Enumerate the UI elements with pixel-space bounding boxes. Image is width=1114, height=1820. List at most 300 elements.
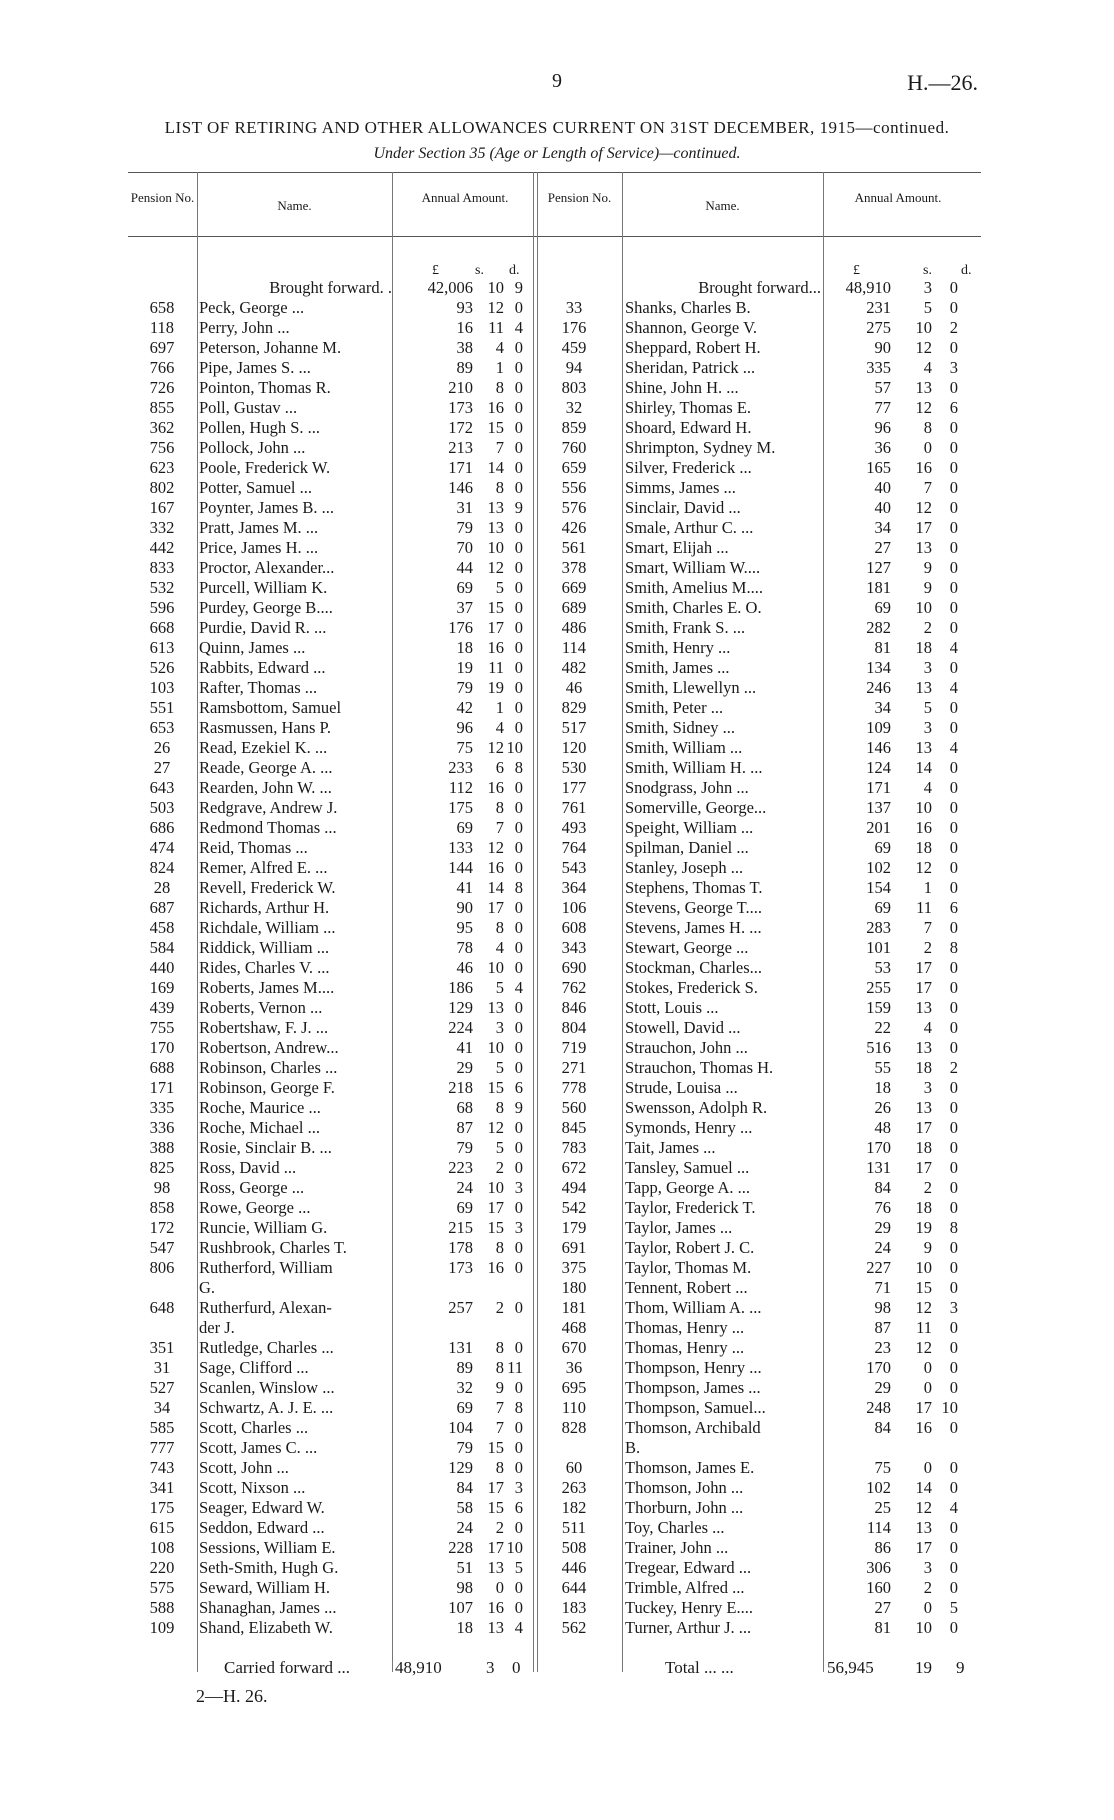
amount-pounds: 29 [874, 1218, 891, 1237]
pensioner-name: Smith, Llewellyn ... [625, 678, 757, 697]
amount-shillings: 19 [487, 678, 504, 697]
amount-pounds: 186 [448, 978, 473, 997]
pension-number: 517 [561, 718, 587, 737]
pension-number: 613 [149, 638, 175, 657]
amount-pounds: 176 [448, 618, 473, 637]
amount-pence: 0 [514, 698, 523, 717]
amount-pence: 0 [514, 1338, 523, 1357]
amount-shillings: 10 [915, 598, 932, 617]
amount-pence: 0 [514, 438, 523, 457]
pensioner-name: Redgrave, Andrew J. [199, 798, 338, 817]
amount-pounds: 109 [866, 718, 891, 737]
amount-pounds: 127 [866, 558, 891, 577]
unit-shillings: s. [923, 263, 932, 278]
amount-pence: 0 [949, 438, 958, 457]
amount-pounds: 18 [456, 638, 473, 657]
pensioner-name: Stowell, David ... [625, 1018, 741, 1037]
amount-pence: 0 [514, 858, 523, 877]
pensioner-name: Strauchon, John ... [625, 1038, 748, 1057]
pensioner-name: Snodgrass, John ... [625, 778, 749, 797]
amount-pence: 0 [949, 1458, 958, 1477]
amount-pounds: 26 [874, 1098, 891, 1117]
amount-shillings: 10 [487, 278, 504, 297]
amount-pence: 0 [949, 1318, 958, 1337]
amount-shillings: 1 [495, 358, 504, 377]
amount-pence: 0 [949, 1158, 958, 1177]
table-row [128, 1518, 981, 1538]
amount-shillings: 14 [487, 458, 504, 477]
amount-pence: 8 [949, 938, 958, 957]
amount-pence: 0 [514, 1158, 523, 1177]
pensioner-name: Roche, Maurice ... [199, 1098, 321, 1117]
table-row [128, 658, 981, 678]
pensioner-name: Trimble, Alfred ... [625, 1578, 745, 1597]
amount-shillings: 9 [923, 558, 932, 577]
pension-number: 760 [561, 438, 587, 457]
amount-pence: 4 [514, 978, 523, 997]
table-row [128, 558, 981, 578]
pensioner-name: Simms, James ... [625, 478, 736, 497]
pensioner-name: Revell, Frederick W. [199, 878, 336, 897]
pensioner-name: Brought forward... [698, 278, 821, 297]
amount-pence: 8 [514, 1398, 523, 1417]
pensioner-name: Richards, Arthur H. [199, 898, 330, 917]
pensioner-name: Strude, Louisa ... [625, 1078, 738, 1097]
amount-pence: 0 [949, 778, 958, 797]
amount-pence: 0 [514, 618, 523, 637]
amount-shillings: 17 [915, 1118, 932, 1137]
amount-shillings: 15 [487, 1218, 504, 1237]
amount-shillings: 12 [487, 738, 504, 757]
amount-pounds: 101 [866, 938, 891, 957]
pension-number: 845 [561, 1118, 587, 1137]
pension-number: 761 [561, 798, 587, 817]
pension-number: 335 [149, 1098, 175, 1117]
amount-pounds: 69 [456, 578, 473, 597]
amount-shillings: 15 [487, 1438, 504, 1457]
amount-shillings: 7 [495, 818, 504, 837]
header-amount-right: Annual Amount. [854, 190, 942, 205]
amount-pence: 0 [514, 1258, 523, 1277]
pension-number: 608 [561, 918, 587, 937]
amount-pence: 0 [949, 1418, 958, 1437]
amount-pounds: 171 [866, 778, 891, 797]
amount-pence: 0 [949, 1078, 958, 1097]
pensioner-name: Rides, Charles V. ... [199, 958, 330, 977]
amount-shillings: 13 [915, 998, 932, 1017]
pensioner-name: Thomson, Archibald [625, 1418, 761, 1437]
amount-pounds: 22 [874, 1018, 891, 1037]
amount-shillings: 16 [487, 638, 504, 657]
pension-number: 336 [149, 1118, 175, 1137]
table-row [128, 778, 981, 798]
pension-number: 623 [149, 458, 175, 477]
amount-pounds: 69 [456, 1198, 473, 1217]
amount-pounds: 215 [448, 1218, 473, 1237]
pension-number: 33 [565, 298, 583, 317]
amount-pounds: 24 [874, 1238, 891, 1257]
pension-number: 530 [561, 758, 587, 777]
pension-number: 493 [561, 818, 587, 837]
amount-pounds: 170 [866, 1138, 891, 1157]
pensioner-name: Peck, George ... [199, 298, 305, 317]
pensioner-name: G. [199, 1278, 216, 1297]
amount-pounds: 146 [866, 738, 891, 757]
pension-number: 220 [149, 1558, 175, 1577]
table-row [128, 1138, 981, 1158]
amount-shillings: 16 [915, 1418, 932, 1437]
amount-shillings: 17 [915, 1398, 932, 1417]
pension-number: 60 [565, 1458, 583, 1477]
amount-pounds: 98 [456, 1578, 473, 1597]
amount-shillings: 7 [495, 1418, 504, 1437]
amount-pence: 0 [514, 478, 523, 497]
amount-pounds: 107 [448, 1598, 473, 1617]
table-row [128, 1338, 981, 1358]
pensioner-name: Taylor, Thomas M. [625, 1258, 752, 1277]
pensioner-name: Smith, Henry ... [625, 638, 731, 657]
pension-number: 176 [561, 318, 587, 337]
pension-number: 695 [561, 1378, 587, 1397]
amount-shillings: 13 [915, 678, 932, 697]
pensioner-name: Remer, Alfred E. ... [199, 858, 328, 877]
amount-pence: 0 [949, 538, 958, 557]
pension-number: 588 [149, 1598, 175, 1617]
amount-shillings: 4 [495, 338, 504, 357]
amount-pence: 5 [949, 1598, 958, 1617]
pensioner-name: Thomson, John ... [625, 1478, 744, 1497]
pension-number: 362 [149, 418, 175, 437]
amount-pence: 0 [949, 1238, 958, 1257]
pensioner-name: Pratt, James M. ... [199, 518, 319, 537]
amount-shillings: 16 [915, 458, 932, 477]
amount-shillings: 14 [915, 758, 932, 777]
amount-pence: 0 [949, 818, 958, 837]
pensioner-name: Reade, George A. ... [199, 758, 333, 777]
amount-pounds: 90 [874, 338, 891, 357]
amount-shillings: 14 [487, 878, 504, 897]
amount-shillings: 12 [487, 558, 504, 577]
amount-pounds: 275 [866, 318, 891, 337]
amount-pounds: 246 [866, 678, 891, 697]
amount-pounds: 27 [874, 1598, 891, 1617]
pensioner-name: Stewart, George ... [625, 938, 749, 957]
amount-shillings: 4 [495, 718, 504, 737]
pension-number: 378 [561, 558, 587, 577]
pension-number: 180 [561, 1278, 587, 1297]
pensioner-name: Scanlen, Winslow ... [199, 1378, 335, 1397]
carried-forward-label: Carried forward ... [224, 1658, 351, 1677]
amount-shillings: 15 [487, 418, 504, 437]
amount-pence: 0 [949, 1198, 958, 1217]
pensioner-name: Tapp, George A. ... [625, 1178, 751, 1197]
amount-pounds: 84 [874, 1418, 891, 1437]
amount-pence: 0 [949, 1378, 958, 1397]
amount-pounds: 255 [866, 978, 891, 997]
amount-shillings: 3 [923, 658, 932, 677]
table-row [128, 1318, 981, 1338]
pensioner-name: Perry, John ... [199, 318, 290, 337]
amount-pence: 0 [514, 298, 523, 317]
amount-pence: 9 [514, 498, 523, 517]
header-amount-left: Annual Amount. [421, 190, 509, 205]
amount-shillings: 0 [923, 438, 932, 457]
amount-pounds: 32 [456, 1378, 473, 1397]
pensioner-name: Smart, Elijah ... [625, 538, 729, 557]
amount-pounds: 55 [874, 1058, 891, 1077]
table-row [128, 958, 981, 978]
pension-number: 108 [149, 1538, 175, 1557]
amount-pence: 0 [949, 1138, 958, 1157]
amount-pounds: 76 [874, 1198, 891, 1217]
table-row [128, 1078, 981, 1098]
pensioner-name: Trainer, John ... [625, 1538, 729, 1557]
amount-shillings: 6 [495, 758, 504, 777]
amount-pounds: 51 [456, 1558, 473, 1577]
amount-pounds: 41 [456, 878, 473, 897]
amount-pounds: 306 [866, 1558, 891, 1577]
pension-number: 697 [149, 338, 175, 357]
pensioner-name: Shanks, Charles B. [625, 298, 751, 317]
amount-pence: 0 [514, 1378, 523, 1397]
pension-number: 526 [149, 658, 175, 677]
table-row [128, 1158, 981, 1178]
amount-shillings: 11 [488, 318, 504, 337]
table-row [128, 338, 981, 358]
amount-shillings: 19 [915, 1218, 932, 1237]
amount-pounds: 104 [448, 1418, 473, 1437]
table-row [128, 878, 981, 898]
amount-pounds: 165 [866, 458, 891, 477]
pension-number: 859 [561, 418, 587, 437]
pension-number: 846 [561, 998, 587, 1017]
table-row [128, 1438, 981, 1458]
pensioner-name: Roberts, James M.... [199, 978, 335, 997]
amount-pounds: 70 [456, 538, 473, 557]
table-row [128, 438, 981, 458]
amount-shillings: 4 [495, 938, 504, 957]
table-row [128, 298, 981, 318]
amount-shillings: 18 [915, 838, 932, 857]
table-row [128, 1258, 981, 1278]
unit-pence: d. [509, 263, 520, 278]
amount-shillings: 2 [495, 1298, 504, 1317]
table-row [128, 458, 981, 478]
pension-number: 858 [149, 1198, 175, 1217]
amount-shillings: 15 [487, 1498, 504, 1517]
amount-shillings: 13 [915, 1038, 932, 1057]
table-row [128, 1238, 981, 1258]
amount-pence: 0 [514, 598, 523, 617]
amount-pounds: 93 [456, 298, 473, 317]
pensioner-name: Potter, Samuel ... [199, 478, 312, 497]
amount-shillings: 12 [915, 1498, 932, 1517]
pensioner-name: Purdey, George B.... [199, 598, 333, 617]
table-row [128, 918, 981, 938]
unit-pounds: £ [853, 263, 860, 278]
amount-pounds: 25 [874, 1498, 891, 1517]
pensioner-name: Stevens, James H. ... [625, 918, 762, 937]
pensioner-name: Smale, Arthur C. ... [625, 518, 754, 537]
amount-pence: 0 [514, 638, 523, 657]
amount-pounds: 171 [448, 458, 473, 477]
pension-number: 543 [561, 858, 587, 877]
amount-pence: 0 [949, 1538, 958, 1557]
amount-shillings: 15 [487, 1078, 504, 1097]
pension-number: 110 [561, 1398, 587, 1417]
amount-pence: 0 [949, 998, 958, 1017]
pension-number: 442 [149, 538, 175, 557]
document-reference: H.—26. [907, 70, 978, 95]
pension-number: 458 [149, 918, 175, 937]
pension-number: 783 [561, 1138, 587, 1157]
pension-number: 459 [561, 338, 587, 357]
amount-shillings: 12 [915, 858, 932, 877]
amount-pence: 0 [514, 798, 523, 817]
amount-pounds: 38 [456, 338, 473, 357]
amount-shillings: 7 [495, 1398, 504, 1417]
pensioner-name: Thom, William A. ... [625, 1298, 762, 1317]
pensioner-name: Robertson, Andrew... [199, 1038, 339, 1057]
amount-shillings: 2 [495, 1158, 504, 1177]
pensioner-name: Toy, Charles ... [625, 1518, 725, 1537]
amount-pence: 0 [514, 1298, 523, 1317]
table-row [128, 1538, 981, 1558]
amount-pence: 0 [949, 1518, 958, 1537]
pensioner-name: Tait, James ... [625, 1138, 716, 1157]
amount-pence: 0 [514, 678, 523, 697]
amount-pounds: 175 [448, 798, 473, 817]
amount-pence: 0 [514, 1038, 523, 1057]
amount-shillings: 10 [915, 798, 932, 817]
amount-pence: 0 [949, 598, 958, 617]
pension-number: 686 [149, 818, 175, 837]
pension-number: 556 [561, 478, 587, 497]
amount-pence: 0 [949, 658, 958, 677]
amount-shillings: 0 [923, 1598, 932, 1617]
pension-number: 271 [561, 1058, 587, 1077]
pension-number: 172 [149, 1218, 175, 1237]
amount-pounds: 228 [448, 1538, 473, 1557]
amount-pence: 10 [941, 1398, 958, 1417]
pension-number: 644 [561, 1578, 587, 1597]
amount-shillings: 9 [923, 578, 932, 597]
pensioner-name: Read, Ezekiel K. ... [199, 738, 328, 757]
amount-pence: 3 [514, 1178, 523, 1197]
pension-number: 494 [561, 1178, 587, 1197]
amount-pence: 5 [514, 1558, 523, 1577]
amount-shillings: 2 [923, 618, 932, 637]
pensioner-name: Stevens, George T.... [625, 898, 763, 917]
pension-number: 46 [565, 678, 583, 697]
pensioner-name: Shanaghan, James ... [199, 1598, 337, 1617]
amount-pounds: 18 [456, 1618, 473, 1637]
total-label: Total ... ... [665, 1658, 734, 1677]
pension-number: 743 [149, 1458, 175, 1477]
amount-pence: 0 [949, 1038, 958, 1057]
amount-shillings: 8 [495, 1338, 504, 1357]
pensioner-name: Sinclair, David ... [625, 498, 741, 517]
table-row [128, 398, 981, 418]
table-row [128, 898, 981, 918]
amount-pence: 9 [514, 1098, 523, 1117]
table-row [128, 358, 981, 378]
amount-pence: 10 [506, 1538, 523, 1557]
pensioner-name: Seth-Smith, Hugh G. [199, 1558, 339, 1577]
pensioner-name: Peterson, Johanne M. [199, 338, 342, 357]
pension-number: 31 [153, 1358, 171, 1377]
amount-shillings: 18 [915, 638, 932, 657]
amount-pounds: 71 [874, 1278, 891, 1297]
table-row [128, 1038, 981, 1058]
amount-shillings: 7 [923, 478, 932, 497]
pension-number: 343 [561, 938, 587, 957]
amount-shillings: 15 [487, 598, 504, 617]
pension-number: 114 [561, 638, 587, 657]
amount-pence: 0 [949, 298, 958, 317]
amount-pounds: 146 [448, 478, 473, 497]
amount-pounds: 53 [874, 958, 891, 977]
amount-shillings: 18 [915, 1198, 932, 1217]
amount-shillings: 16 [915, 818, 932, 837]
unit-pounds: £ [432, 263, 439, 278]
pension-number: 532 [149, 578, 175, 597]
table-row [128, 638, 981, 658]
pension-number: 755 [149, 1018, 175, 1037]
amount-shillings: 18 [915, 1058, 932, 1077]
pensioner-name: Spilman, Daniel ... [625, 838, 749, 857]
amount-pence: 0 [949, 1338, 958, 1357]
amount-pence: 0 [949, 1578, 958, 1597]
pension-number: 825 [149, 1158, 175, 1177]
amount-pounds: 124 [866, 758, 891, 777]
amount-pence: 0 [949, 418, 958, 437]
amount-shillings: 8 [495, 1458, 504, 1477]
pensioner-name: Tuckey, Henry E.... [625, 1598, 754, 1617]
pension-number: 658 [149, 298, 175, 317]
pension-number: 542 [561, 1198, 587, 1217]
pension-number: 440 [149, 958, 175, 977]
pension-number: 829 [561, 698, 587, 717]
pension-number: 726 [149, 378, 175, 397]
pension-number: 762 [561, 978, 587, 997]
amount-pence: 0 [949, 618, 958, 637]
amount-pence: 0 [949, 1618, 958, 1637]
pensioner-name: Seddon, Edward ... [199, 1518, 325, 1537]
pensioner-name: Scott, Charles ... [199, 1418, 309, 1437]
amount-pence: 2 [949, 318, 958, 337]
amount-pounds: 89 [456, 1358, 473, 1377]
carried-forward-pounds: 48,910 [395, 1658, 442, 1677]
amount-shillings: 13 [915, 738, 932, 757]
pension-number: 182 [561, 1498, 587, 1517]
pensioner-name: Rowe, George ... [199, 1198, 311, 1217]
amount-shillings: 9 [495, 1378, 504, 1397]
amount-shillings: 13 [915, 1098, 932, 1117]
amount-pence: 0 [949, 1098, 958, 1117]
amount-shillings: 5 [495, 1058, 504, 1077]
amount-shillings: 4 [923, 1018, 932, 1037]
amount-pounds: 46 [456, 958, 473, 977]
amount-shillings: 17 [915, 958, 932, 977]
pensioner-name: Shirley, Thomas E. [625, 398, 752, 417]
pensioner-name: Pollen, Hugh S. ... [199, 418, 321, 437]
amount-pence: 0 [949, 718, 958, 737]
amount-pounds: 96 [456, 718, 473, 737]
pension-number: 503 [149, 798, 175, 817]
amount-pence: 0 [949, 518, 958, 537]
pension-number: 560 [561, 1098, 587, 1117]
